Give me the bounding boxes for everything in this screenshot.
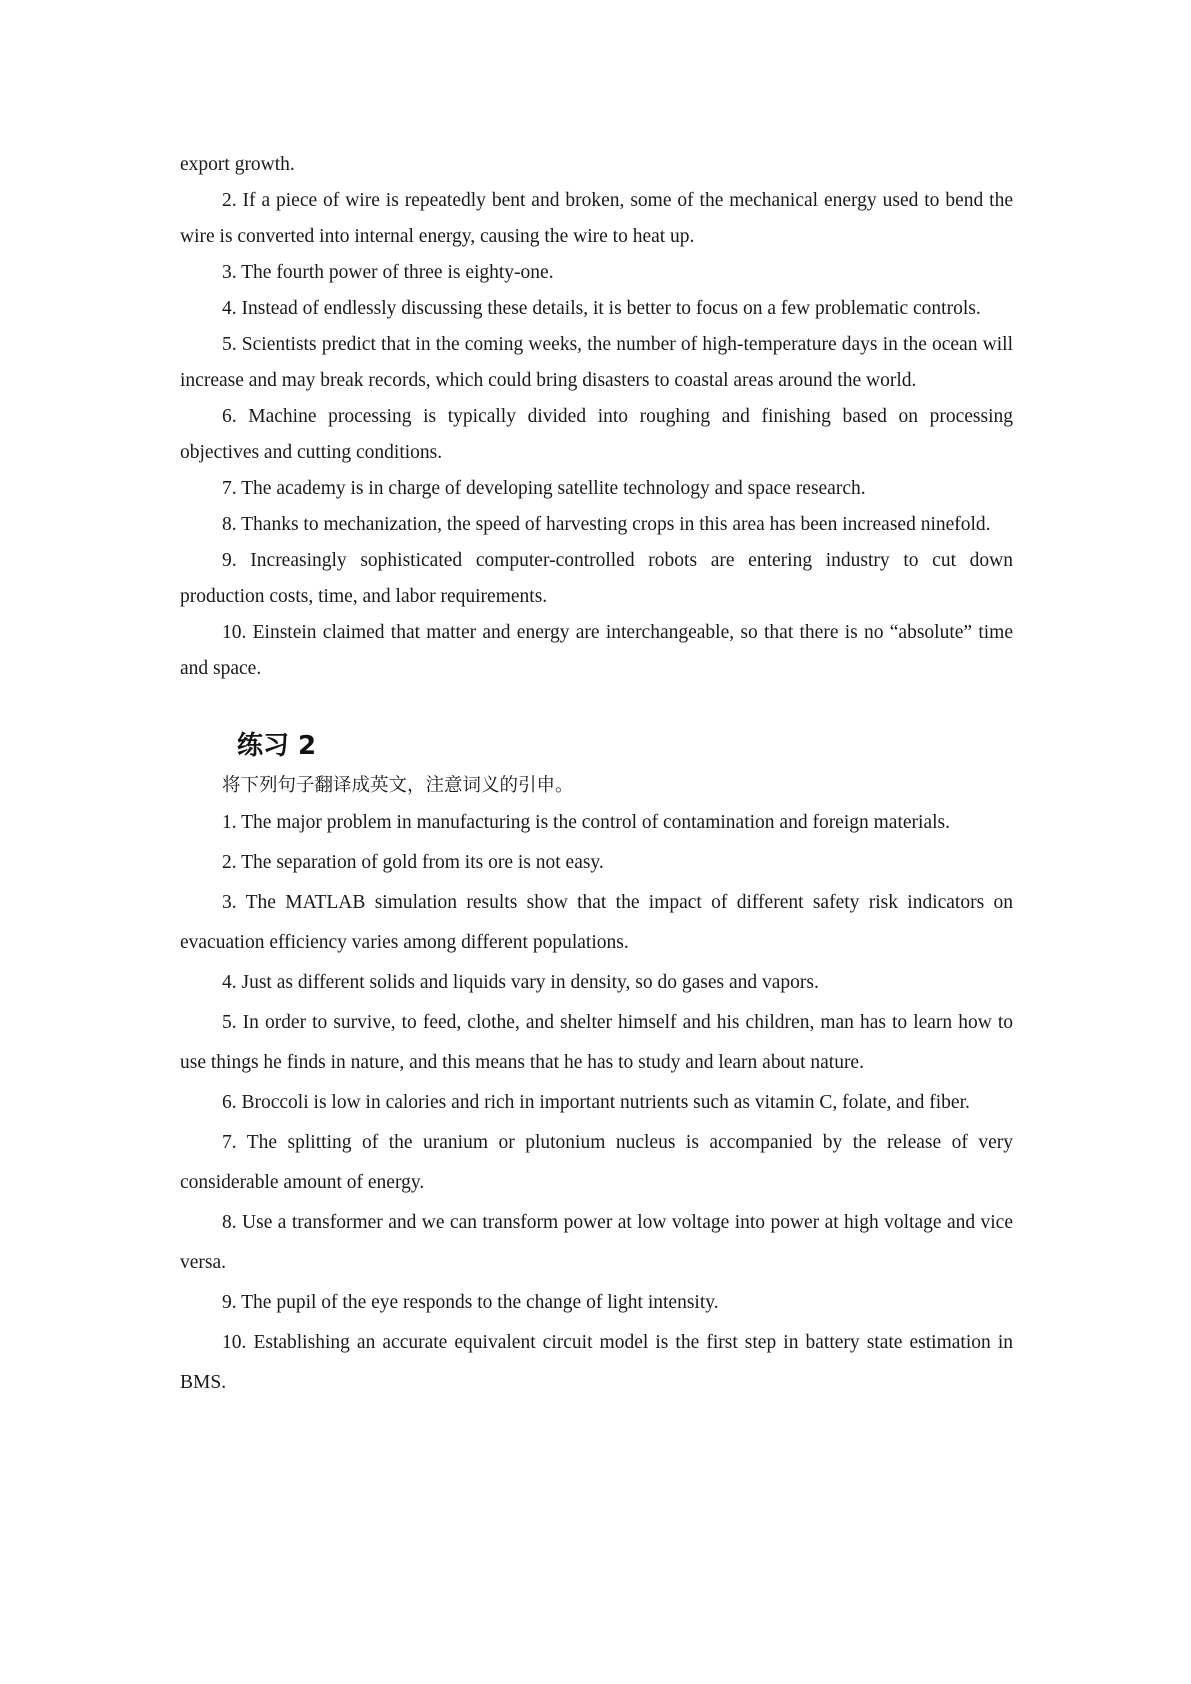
exercise-2-heading: 练习 2	[237, 731, 317, 761]
list-item: 3. The MATLAB simulation results show that the impact of different safety risk indicators on evacuation efficiency varies among different populations.	[180, 892, 1013, 953]
list-item: 5. Scientists predict that in the coming weeks, the number of high-temperature days in the ocean will increase and may break records, which could bring disasters to coastal areas around the world.	[180, 334, 1013, 391]
list-item: 7. The splitting of the uranium or plutonium nucleus is accompanied by the release of very considerable amount of energy.	[180, 1132, 1013, 1193]
list-item: 4. Just as different solids and liquids vary in density, so do gases and vapors.	[222, 972, 819, 993]
document-page	[180, 147, 1013, 1403]
exercise-2-sentences	[180, 803, 1013, 1403]
list-item: 9. The pupil of the eye responds to the change of light intensity.	[222, 1292, 719, 1313]
exercise-2-instruction: 将下列句子翻译成英文，注意词义的引申。	[222, 775, 574, 796]
list-item: 2. The separation of gold from its ore is not easy.	[222, 852, 604, 873]
list-item: 10. Establishing an accurate equivalent circuit model is the first step in battery state estimation in BMS.	[180, 1332, 1013, 1393]
list-item: 1. The major problem in manufacturing is the control of contamination and foreign materials.	[222, 812, 950, 833]
list-item: 9. Increasingly sophisticated computer-controlled robots are entering industry to cut down production costs, time, and labor requirements.	[180, 550, 1013, 607]
list-item: 8. Use a transformer and we can transform power at low voltage into power at high voltage and vice versa.	[180, 1212, 1013, 1273]
exercise-1-answers	[180, 147, 1013, 687]
list-item: 4. Instead of endlessly discussing these details, it is better to focus on a few problematic controls.	[222, 298, 981, 319]
list-item: 2. If a piece of wire is repeatedly bent and broken, some of the mechanical energy used to bend the wire is converted into internal energy, causing the wire to heat up.	[180, 190, 1013, 247]
list-item: 3. The fourth power of three is eighty-one.	[222, 262, 554, 283]
list-item: 6. Machine processing is typically divided into roughing and finishing based on processing objectives and cutting conditions.	[180, 406, 1013, 463]
list-item: 7. The academy is in charge of developing satellite technology and space research.	[222, 478, 866, 499]
list-item: 10. Einstein claimed that matter and energy are interchangeable, so that there is no “absolute” time and space.	[180, 622, 1013, 679]
list-item: 5. In order to survive, to feed, clothe, and shelter himself and his children, man has to learn how to use things he finds in nature, and this means that he has to study and learn about nature.	[180, 1012, 1013, 1073]
list-item: 8. Thanks to mechanization, the speed of harvesting crops in this area has been increased ninefold.	[222, 514, 991, 535]
list-item: 6. Broccoli is low in calories and rich in important nutrients such as vitamin C, folate, and fiber.	[222, 1092, 970, 1113]
continuation-text: export growth.	[180, 154, 295, 175]
